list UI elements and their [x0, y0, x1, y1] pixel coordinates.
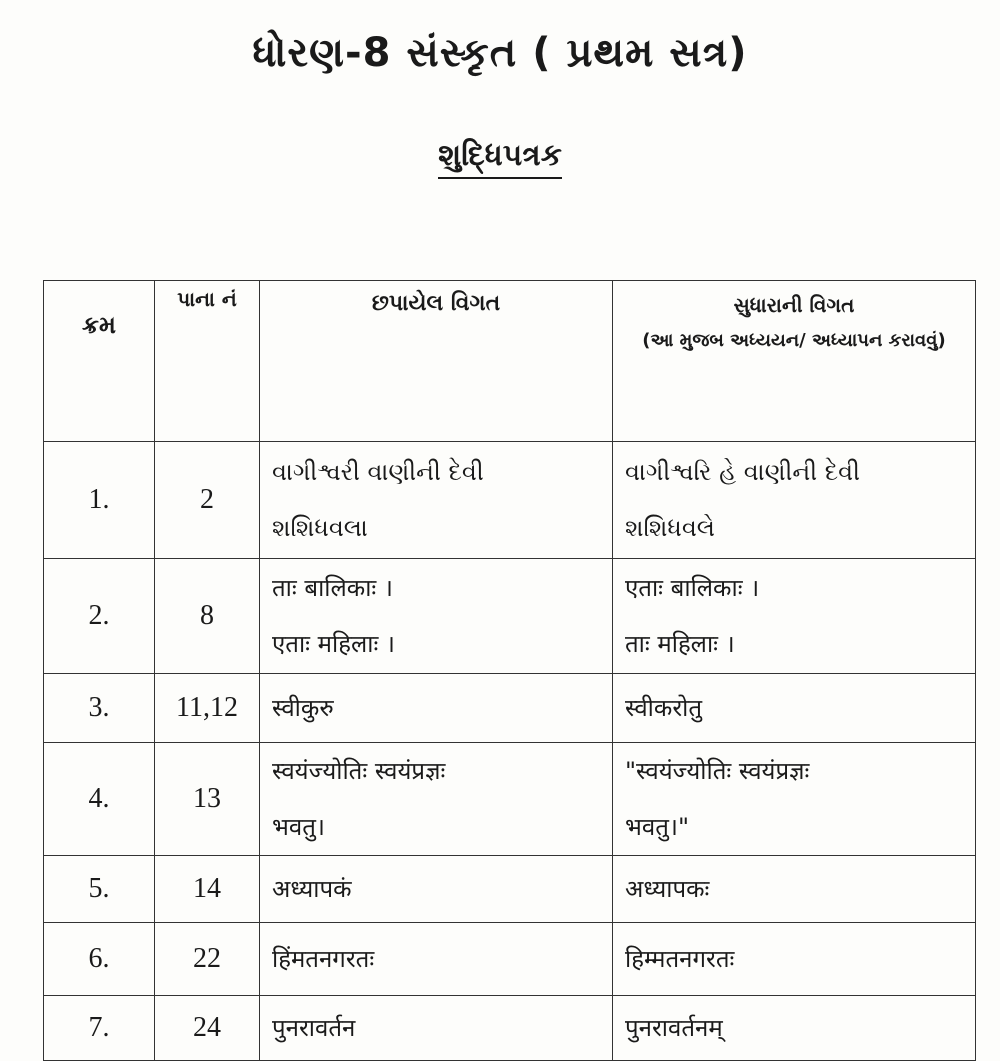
serial-cell: 4. — [44, 743, 155, 856]
printed-line: एताः महिलाः । — [272, 630, 396, 658]
printed-line: स्वयंज्योतिः स्वयंप्रज्ञः — [272, 757, 446, 785]
corrected-line: हिम्मतनगरतः — [625, 945, 735, 973]
corrected-line: एताः बालिकाः । — [625, 574, 760, 602]
corrected-line: अध्यापकः — [625, 875, 710, 903]
printed-line: स्वीकुरु — [272, 694, 334, 722]
page-number-header: પાના નં — [155, 281, 260, 442]
corrected-cell — [613, 743, 976, 856]
corrected-cell — [613, 442, 976, 559]
page-cell: 14 — [155, 856, 260, 923]
printed-cell — [260, 856, 613, 923]
serial-cell: 3. — [44, 674, 155, 743]
printed-line: ताः बालिकाः । — [272, 574, 394, 602]
corrected-cell — [613, 559, 976, 674]
corrected-line: શશિધવલે — [625, 514, 715, 542]
printed-line: भवतु। — [272, 813, 325, 841]
serial-cell: 7. — [44, 996, 155, 1061]
page-cell: 22 — [155, 923, 260, 996]
corrected-line: વાગીશ્વરિ હે વાણીની દેવી — [625, 458, 860, 486]
serial-cell: 6. — [44, 923, 155, 996]
serial-cell: 1. — [44, 442, 155, 559]
page-cell: 11,12 — [155, 674, 260, 743]
subtitle-text: શુદ્ધિપત્રક — [438, 138, 562, 179]
page-cell: 24 — [155, 996, 260, 1061]
printed-cell — [260, 674, 613, 743]
table-row — [44, 923, 976, 996]
corrected-line: "स्वयंज्योतिः स्वयंप्रज्ञः — [625, 757, 810, 785]
printed-line: વાગીશ્વરી વાણીની દેવી — [272, 458, 484, 486]
page-cell: 8 — [155, 559, 260, 674]
printed-cell — [260, 743, 613, 856]
table-body — [44, 442, 976, 1061]
printed-line: શશિધવલા — [272, 514, 368, 542]
printed-line: अध्यापकं — [272, 875, 352, 903]
printed-cell — [260, 559, 613, 674]
corrected-cell — [613, 674, 976, 743]
serial-header: ક્રમ — [44, 281, 155, 442]
printed-cell — [260, 996, 613, 1061]
corrected-cell — [613, 923, 976, 996]
table-row — [44, 996, 976, 1061]
corrected-cell — [613, 856, 976, 923]
printed-line: हिंमतनगरतः — [272, 945, 375, 973]
printed-line: पुनरावर्तन — [272, 1014, 356, 1042]
serial-cell: 5. — [44, 856, 155, 923]
printed-cell — [260, 442, 613, 559]
corrected-cell — [613, 996, 976, 1061]
serial-cell: 2. — [44, 559, 155, 674]
corrected-line: पुनरावर्तनम् — [625, 1014, 723, 1042]
table-row — [44, 442, 976, 559]
printed-cell — [260, 923, 613, 996]
corrected-line: ताः महिलाः । — [625, 630, 735, 658]
printed-detail-header: છપાયેલ વિગત — [260, 281, 613, 442]
errata-table — [43, 280, 976, 1061]
table-row — [44, 856, 976, 923]
corrected-header-label: સુધારાની વિગત — [733, 293, 855, 317]
table-row — [44, 743, 976, 856]
page-cell: 2 — [155, 442, 260, 559]
corrected-line: स्वीकरोतु — [625, 694, 703, 722]
corrected-header-note: (આ મુજબ અધ્યયન/ અધ્યાપન કરાવવું) — [642, 330, 946, 351]
page-cell: 13 — [155, 743, 260, 856]
document-subtitle — [0, 138, 1000, 179]
page-title: ધોરણ-8 સંસ્કૃત ( પ્રથમ સત્ર) — [252, 30, 748, 76]
corrected-detail-header — [613, 281, 976, 442]
header-row — [44, 281, 976, 442]
table-row — [44, 674, 976, 743]
table-header — [44, 281, 976, 442]
corrected-line: भवतु।" — [625, 813, 690, 841]
table-row — [44, 559, 976, 674]
